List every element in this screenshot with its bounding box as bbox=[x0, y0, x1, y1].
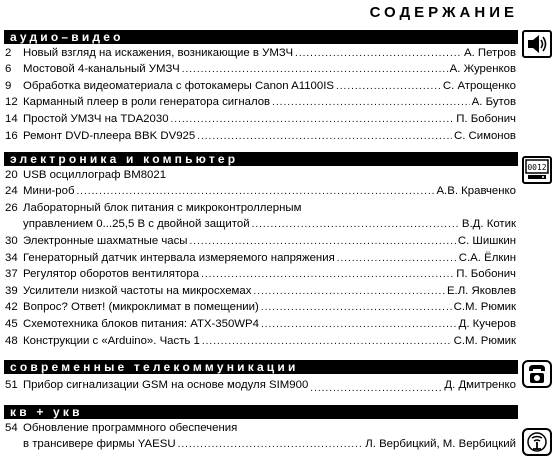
speaker-icon bbox=[522, 30, 552, 58]
page-number: 42 bbox=[5, 301, 18, 314]
article-author: А.В. Кравченко bbox=[436, 185, 516, 198]
page-number: 54 bbox=[5, 421, 18, 434]
toc-item[interactable] bbox=[4, 183, 518, 200]
page-number: 2 bbox=[5, 46, 12, 59]
article-author: С. Симонов bbox=[454, 129, 516, 142]
section-header: кв + укв bbox=[4, 405, 518, 419]
toc-item[interactable] bbox=[4, 94, 518, 111]
article-author: П. Бобонич bbox=[456, 268, 516, 281]
toc-item[interactable] bbox=[4, 199, 518, 216]
section-telecom bbox=[4, 360, 518, 396]
page-number: 12 bbox=[5, 96, 18, 109]
toc-item-continuation[interactable] bbox=[4, 436, 518, 453]
page-number: 16 bbox=[5, 129, 18, 142]
article-author: Е.Л. Яковлев bbox=[446, 284, 516, 297]
leader-dots bbox=[202, 335, 452, 349]
toc-item[interactable] bbox=[4, 61, 518, 78]
page-number: 37 bbox=[5, 268, 18, 281]
article-title: USB осциллограф BM8021 bbox=[23, 168, 167, 181]
article-author: С.М. Рюмик bbox=[453, 334, 516, 347]
article-title: Регулятор оборотов вентилятора bbox=[23, 268, 200, 281]
toc-item[interactable] bbox=[4, 77, 518, 94]
antenna-icon bbox=[522, 428, 552, 456]
article-title: Усилители низкой частоты на микросхемах bbox=[23, 284, 252, 297]
article-title: Лабораторный блок питания с микроконтроллерным bbox=[23, 201, 302, 214]
leader-dots bbox=[261, 318, 457, 332]
article-title: Простой УМЗЧ на TDA2030 bbox=[23, 112, 169, 125]
leader-dots bbox=[310, 382, 442, 396]
article-author: Д. Дмитренко bbox=[444, 379, 516, 391]
article-author: А. Бутов bbox=[471, 96, 516, 109]
leader-dots bbox=[253, 285, 445, 299]
article-author: С. Шишкин bbox=[457, 234, 516, 247]
article-title: Конструкции с «Arduino». Часть 1 bbox=[23, 334, 200, 347]
article-author: Л. Вербицкий, М. Вербицкий bbox=[365, 438, 516, 451]
article-title: Электронные шахматные часы bbox=[23, 234, 188, 247]
leader-dots bbox=[190, 235, 456, 249]
toc-item[interactable] bbox=[4, 249, 518, 266]
toc-item[interactable] bbox=[4, 110, 518, 127]
article-author: С.М. Рюмик bbox=[453, 301, 516, 314]
section-header: аудио–видео bbox=[4, 30, 518, 44]
page-number: 6 bbox=[5, 63, 12, 76]
toc-item[interactable] bbox=[4, 332, 518, 349]
article-title: Карманный плеер в роли генератора сигналов bbox=[23, 96, 271, 109]
page-number: 24 bbox=[5, 185, 18, 198]
article-author: А. Журенков bbox=[449, 63, 516, 76]
page-number: 26 bbox=[5, 201, 18, 214]
article-title: Мостовой 4-канальный УМЗЧ bbox=[23, 63, 180, 76]
leader-dots bbox=[252, 218, 460, 232]
article-title: Вопрос? Ответ! (микроклимат в помещении) bbox=[23, 301, 259, 314]
article-author: Д. Кучеров bbox=[458, 317, 516, 330]
article-title-continued: в трансивере фирмы YAESU bbox=[23, 438, 176, 451]
section-header: современные телекоммуникации bbox=[4, 360, 518, 374]
page-number: 30 bbox=[5, 234, 18, 247]
article-title: Прибор сигнализации GSM на основе модуля SIM900 bbox=[23, 379, 309, 391]
phone-icon bbox=[522, 360, 552, 388]
article-title: Обработка видеоматериала с фотокамеры Canon A1100IS bbox=[23, 79, 334, 92]
article-author: С. Атрощенко bbox=[442, 79, 516, 92]
leader-dots bbox=[337, 252, 457, 266]
page-number: 51 bbox=[5, 379, 18, 391]
toc-item[interactable] bbox=[4, 166, 518, 183]
article-author: П. Бобонич bbox=[456, 112, 516, 125]
article-title: Генераторный датчик интервала измеряемого напряжения bbox=[23, 251, 335, 264]
page-number: 34 bbox=[5, 251, 18, 264]
leader-dots bbox=[261, 301, 452, 315]
leader-dots bbox=[197, 130, 452, 144]
leader-dots bbox=[336, 80, 441, 94]
svg-text:0012: 0012 bbox=[527, 163, 547, 172]
toc-item[interactable] bbox=[4, 266, 518, 283]
page-number: 20 bbox=[5, 168, 18, 181]
page-number: 39 bbox=[5, 284, 18, 297]
toc-item[interactable] bbox=[4, 419, 518, 436]
toc-item[interactable] bbox=[4, 232, 518, 249]
leader-dots bbox=[295, 47, 462, 61]
leader-dots bbox=[201, 268, 454, 282]
page-number: 45 bbox=[5, 317, 18, 330]
section-electronics-computer bbox=[4, 152, 518, 349]
article-title: Ремонт DVD-плеера BBK DV925 bbox=[23, 129, 196, 142]
toc-item[interactable] bbox=[4, 374, 518, 396]
article-title: Обновление программного обеспечения bbox=[23, 421, 238, 434]
page-title: СОДЕРЖАНИЕ bbox=[369, 4, 518, 21]
toc-item[interactable] bbox=[4, 282, 518, 299]
toc-item[interactable] bbox=[4, 44, 518, 61]
section-audio-video bbox=[4, 30, 518, 144]
article-title-continued: управлением 0...25,5 В с двойной защитой bbox=[23, 218, 250, 231]
toc-item[interactable] bbox=[4, 315, 518, 332]
toc-item[interactable] bbox=[4, 127, 518, 144]
section-header: электроника и компьютер bbox=[4, 152, 518, 166]
leader-dots bbox=[182, 63, 448, 77]
leader-dots bbox=[77, 185, 435, 199]
toc-item[interactable] bbox=[4, 299, 518, 316]
page-number: 9 bbox=[5, 79, 12, 92]
computer-icon bbox=[522, 156, 552, 184]
article-title: Схемотехника блоков питания: ATX-350WP4 bbox=[23, 317, 259, 330]
toc-item-continuation[interactable] bbox=[4, 216, 518, 233]
leader-dots bbox=[272, 96, 470, 110]
leader-dots bbox=[171, 113, 455, 127]
article-author: С.А. Ёлкин bbox=[458, 251, 516, 264]
page-number: 48 bbox=[5, 334, 18, 347]
article-author: А. Петров bbox=[463, 46, 516, 59]
article-author: В.Д. Котик bbox=[461, 218, 516, 231]
section-hf-vhf bbox=[4, 405, 518, 452]
leader-dots bbox=[178, 438, 364, 452]
page-number: 14 bbox=[5, 112, 18, 125]
article-title: Новый взгляд на искажения, возникающие в УМЗЧ bbox=[23, 46, 294, 59]
article-title: Мини-роб bbox=[23, 185, 75, 198]
